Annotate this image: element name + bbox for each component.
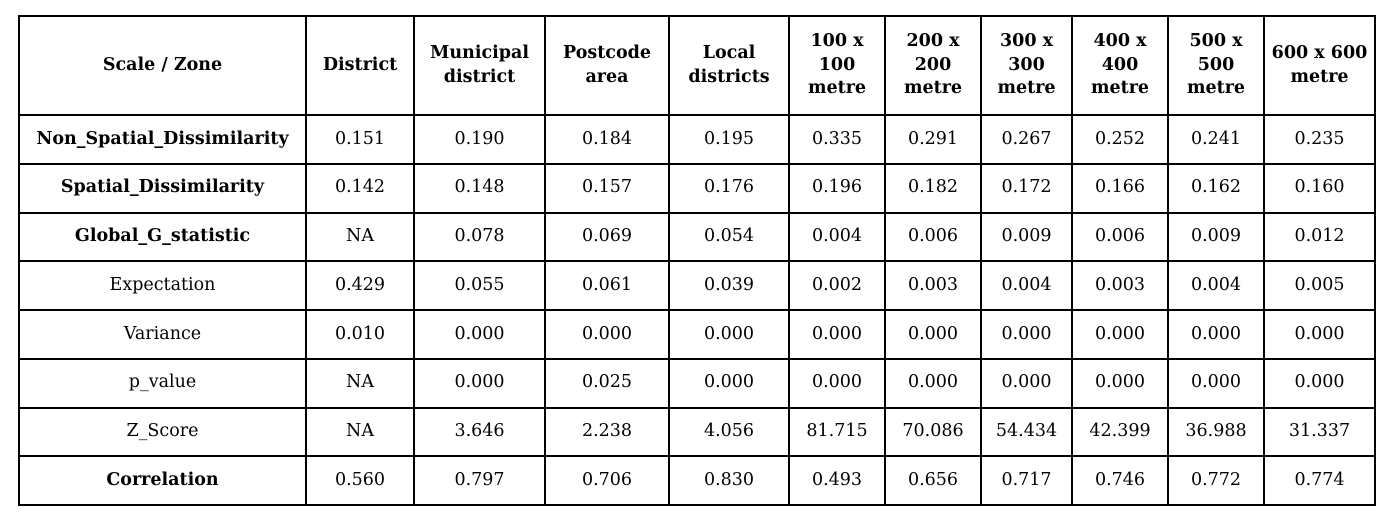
table-cell: 0.172 [981,164,1072,213]
table-cell: 2.238 [545,408,669,457]
table-cell: 0.055 [414,261,545,310]
table-cell: 0.195 [669,115,789,164]
table-cell: 0.797 [414,456,545,505]
table-cell: 0.000 [1072,359,1168,408]
table-cell: 0.196 [789,164,885,213]
table-row [19,213,1375,262]
table-cell: 0.000 [789,359,885,408]
table-cell: 0.000 [414,359,545,408]
table-cell: 0.000 [545,310,669,359]
table-row [19,115,1375,164]
header-cell: Local districts [669,16,789,115]
table-row [19,164,1375,213]
table-body [19,115,1375,505]
table-cell: 0.006 [885,213,981,262]
header-cell: 200 x 200 metre [885,16,981,115]
table-cell: 0.002 [789,261,885,310]
table-cell: 0.142 [306,164,414,213]
row-label: Global_G_statistic [19,213,306,262]
header-cell: 400 x 400 metre [1072,16,1168,115]
table-row [19,408,1375,457]
table-cell: 54.434 [981,408,1072,457]
table-cell: 0.009 [981,213,1072,262]
table-cell: 0.000 [1264,359,1375,408]
table-cell: 0.656 [885,456,981,505]
table-cell: 0.000 [414,310,545,359]
table-cell: 0.746 [1072,456,1168,505]
table-row [19,359,1375,408]
table-cell: 0.078 [414,213,545,262]
table-cell: 0.012 [1264,213,1375,262]
header-cell: 100 x 100 metre [789,16,885,115]
table-cell: 0.000 [981,310,1072,359]
table-cell: 0.003 [1072,261,1168,310]
table-cell: 0.039 [669,261,789,310]
row-label: Z_Score [19,408,306,457]
table-cell: 0.000 [981,359,1072,408]
table-cell: 0.493 [789,456,885,505]
table-cell: 0.184 [545,115,669,164]
table-cell: 0.000 [669,310,789,359]
table-cell: 0.005 [1264,261,1375,310]
table-cell: 0.429 [306,261,414,310]
table-cell: 81.715 [789,408,885,457]
table-cell: 0.004 [981,261,1072,310]
table-cell: 0.000 [885,359,981,408]
row-label: Variance [19,310,306,359]
table-cell: 0.190 [414,115,545,164]
header-cell: 300 x 300 metre [981,16,1072,115]
header-cell: Scale / Zone [19,16,306,115]
row-label: Correlation [19,456,306,505]
table-cell: 36.988 [1168,408,1264,457]
table-cell: NA [306,359,414,408]
table-cell: 0.774 [1264,456,1375,505]
table-cell: 70.086 [885,408,981,457]
header-cell: 500 x 500 metre [1168,16,1264,115]
table-cell: 0.061 [545,261,669,310]
table-cell: 0.176 [669,164,789,213]
row-label: Non_Spatial_Dissimilarity [19,115,306,164]
table-cell: 0.252 [1072,115,1168,164]
table-cell: 4.056 [669,408,789,457]
table-cell: 0.267 [981,115,1072,164]
table-cell: 0.151 [306,115,414,164]
table-cell: 0.000 [669,359,789,408]
table-cell: 0.241 [1168,115,1264,164]
header-cell: 600 x 600 metre [1264,16,1375,115]
table-row [19,456,1375,505]
table-cell: 0.000 [1168,359,1264,408]
table-cell: 0.157 [545,164,669,213]
table-cell: 0.291 [885,115,981,164]
row-label: p_value [19,359,306,408]
table-cell: 0.069 [545,213,669,262]
table-row [19,261,1375,310]
table-cell: 0.000 [1264,310,1375,359]
table-cell: 0.000 [789,310,885,359]
table-cell: 0.000 [885,310,981,359]
table-cell: 0.148 [414,164,545,213]
table-cell: 0.235 [1264,115,1375,164]
header-row [19,16,1375,115]
table-cell: 0.706 [545,456,669,505]
table-cell: 0.000 [1168,310,1264,359]
table-cell: 0.054 [669,213,789,262]
table-cell: 0.004 [789,213,885,262]
table-cell: 0.004 [1168,261,1264,310]
table-cell: 0.182 [885,164,981,213]
table-cell: 0.162 [1168,164,1264,213]
table-cell: 0.010 [306,310,414,359]
table-cell: NA [306,408,414,457]
table-cell: 0.160 [1264,164,1375,213]
table-cell: 0.003 [885,261,981,310]
table-cell: 0.166 [1072,164,1168,213]
row-label: Expectation [19,261,306,310]
table-row [19,310,1375,359]
table-cell: 42.399 [1072,408,1168,457]
table-cell: 0.006 [1072,213,1168,262]
header-cell: Municipal district [414,16,545,115]
table-cell: 3.646 [414,408,545,457]
table-cell: 0.830 [669,456,789,505]
table-cell: 0.335 [789,115,885,164]
table-cell: 0.717 [981,456,1072,505]
row-label: Spatial_Dissimilarity [19,164,306,213]
header-cell: District [306,16,414,115]
table-cell: 0.025 [545,359,669,408]
table-cell: 0.560 [306,456,414,505]
table-cell: 31.337 [1264,408,1375,457]
results-table [18,15,1376,506]
table-cell: NA [306,213,414,262]
table-cell: 0.000 [1072,310,1168,359]
table-cell: 0.772 [1168,456,1264,505]
header-cell: Postcode area [545,16,669,115]
table-cell: 0.009 [1168,213,1264,262]
